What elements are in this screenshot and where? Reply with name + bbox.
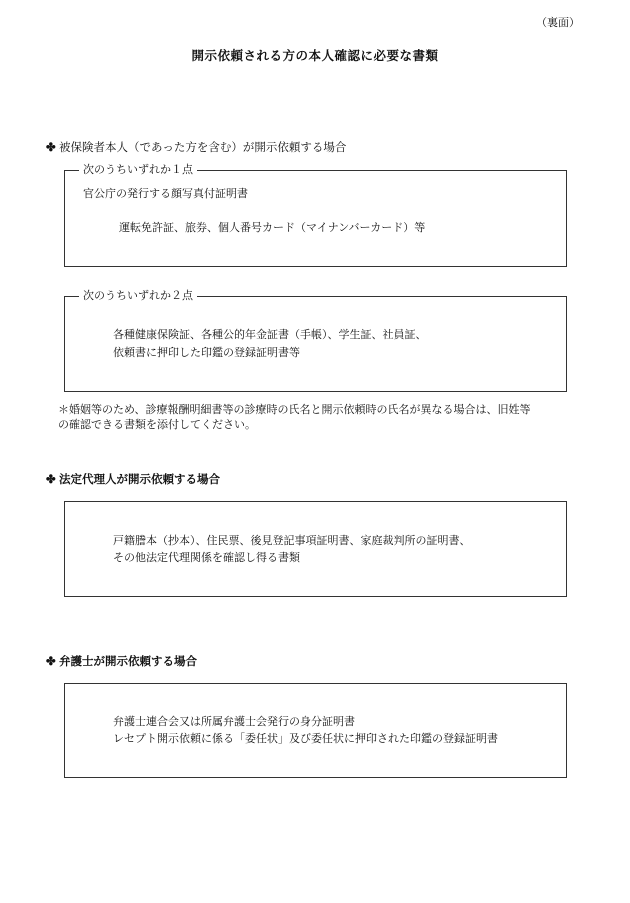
clover-bullet-icon: ✤	[46, 472, 56, 486]
maiden-name-note-line-2: の確認できる書類を添付してください。	[58, 417, 256, 431]
lawyer-box	[64, 683, 567, 778]
legal-representative-line-1: 戸籍謄本（抄本）、住民票、後見登記事項証明書、家庭裁判所の証明書、	[113, 534, 471, 547]
section-heading-lawyer	[46, 653, 197, 669]
photo-id-examples: 運転免許証、旅券、個人番号カード（マイナンバーカード）等	[119, 221, 426, 234]
two-documents-line-1: 各種健康保険証、各種公的年金証書（手帳）、学生証、社員証、	[113, 328, 427, 341]
single-document-legend: 次のうちいずれか１点	[79, 163, 197, 177]
section-heading-insured	[46, 139, 346, 155]
clover-bullet-icon: ✤	[46, 140, 56, 154]
legal-representative-box	[64, 501, 567, 597]
clover-bullet-icon: ✤	[46, 654, 56, 668]
photo-id-line: 官公庁の発行する顔写真付証明書	[83, 187, 248, 200]
lawyer-line-2: レセプト開示依頼に係る「委任状」及び委任状に押印された印鑑の登録証明書	[113, 732, 498, 745]
section-heading-insured-text: 被保険者本人（であった方を含む）が開示依頼する場合	[59, 140, 347, 154]
two-documents-legend: 次のうちいずれか２点	[79, 289, 197, 303]
legal-representative-line-2: その他法定代理関係を確認し得る書類	[113, 551, 300, 564]
single-document-box	[64, 163, 567, 267]
two-documents-line-2: 依頼書に押印した印鑑の登録証明書等	[113, 346, 300, 359]
section-heading-legal-representative-text: 法定代理人が開示依頼する場合	[59, 472, 220, 486]
maiden-name-note	[58, 403, 594, 432]
two-documents-box	[64, 289, 567, 392]
lawyer-line-1: 弁護士連合会又は所属弁護士会発行の身分証明書	[113, 715, 355, 728]
page-side-label: （裏面）	[536, 16, 580, 29]
maiden-name-note-line-1: ＊婚姻等のため、診療報酬明細書等の診療時の氏名と開示依頼時の氏名が異なる場合は、旧姓等	[58, 403, 531, 416]
document-title: 開示依頼される方の本人確認に必要な書類	[191, 48, 439, 63]
section-heading-legal-representative	[46, 471, 220, 487]
section-heading-lawyer-text: 弁護士が開示依頼する場合	[59, 654, 197, 668]
